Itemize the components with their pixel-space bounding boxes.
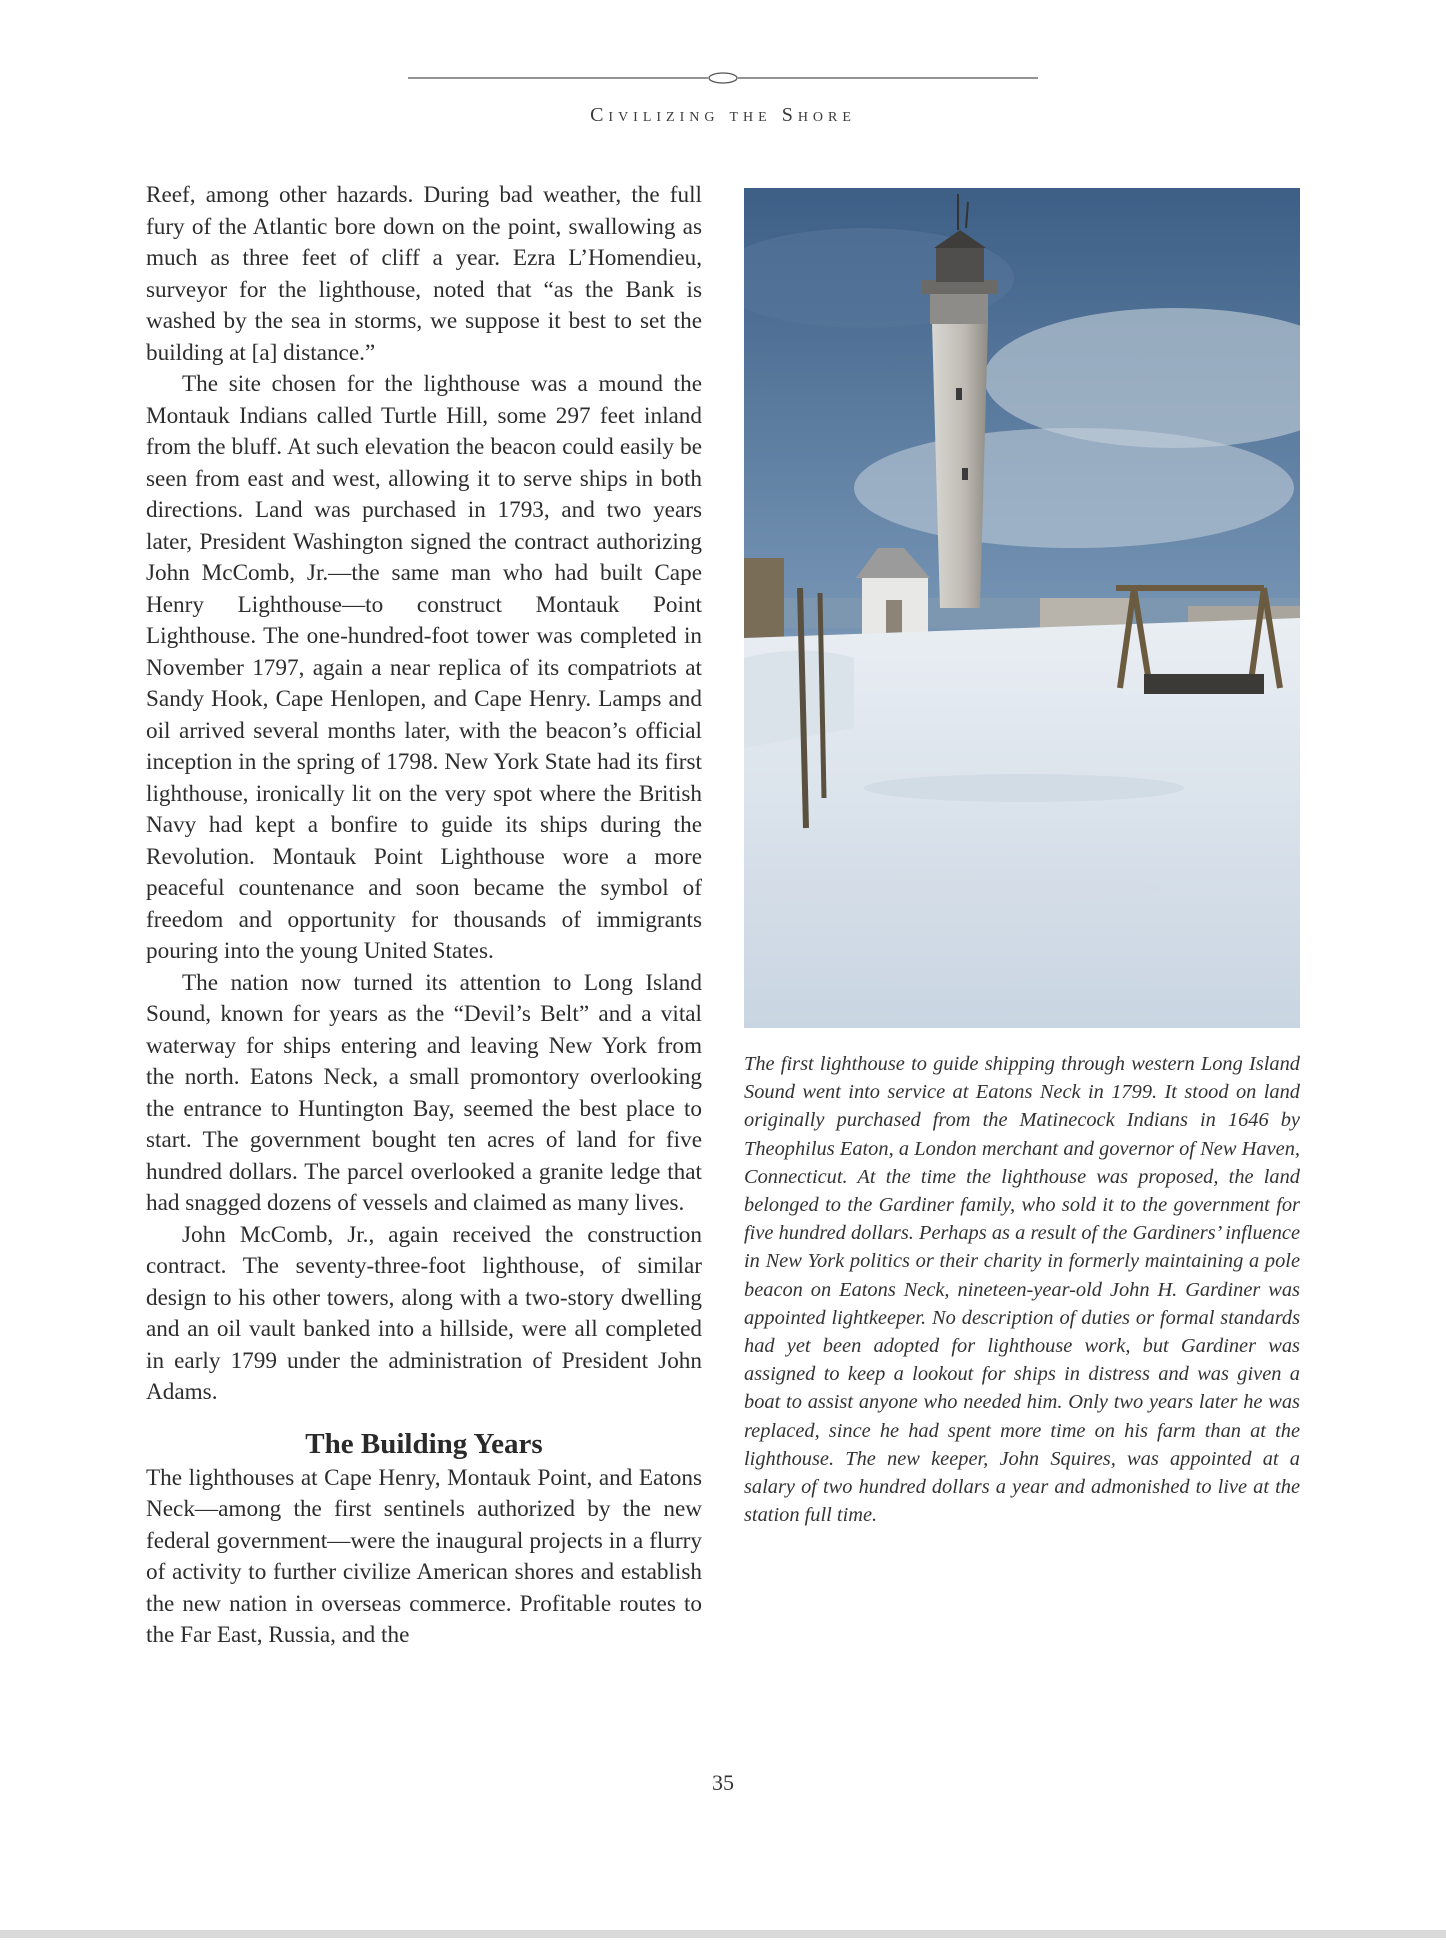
body-paragraph-1: Reef, among other hazards. During bad weather, the full fury of the Atlantic bore down on the point, swallowing as much as three feet of cliff a year. Ezra L’Homendieu, surveyor for the lighthouse, noted that “as the Bank is washed by the sea in storms, we suppose it best to set the building at [a] distance.”	[146, 182, 702, 366]
body-paragraph-2: The site chosen for the lighthouse was a mound the Montauk Indians called Turtle Hill, some 297 feet inland from the bluff. At such elevation the beacon could easily be seen from east and west, allowing it to serve ships in both directions. Land was purchased in 1793, and two years later, President Washington signed the contract authorizing John McComb, Jr.—the same man who had built Cape Henry Lighthouse—to construct Montauk Point Lighthouse. The one-hundred-foot tower was completed in November 1797, again a near replica of its compatriots at Sandy Hook, Cape Henlopen, and Cape Henry. Lamps and oil arrived several months later, with the beacon’s official inception in the spring of 1798. New York State had its first lighthouse, ironically lit on the very spot where the British Navy had kept a bonfire to guide its ships during the Revolution. Montauk Point Lighthouse wore a more peaceful countenance and soon became the symbol of freedom and opportunity for thousands of immigrants pouring into the young United States.	[146, 371, 702, 964]
section-paragraph: The lighthouses at Cape Henry, Montauk Point, and Eatons Neck—among the first sentinels authorized by the new federal government—were the inaugural projects in a flurry of activity to further civilize American shores and establish the new nation in overseas commerce. Profitable routes to the Far East, Russia, and the	[146, 1464, 702, 1648]
body-paragraph-4: John McComb, Jr., again received the construction contract. The seventy-three-foot lighthouse, of similar design to his other towers, along with a two-story dwelling and an oil vault banked into a hillside, were all completed in early 1799 under the administration of President John Adams.	[146, 1221, 702, 1405]
lighthouse-photo	[744, 188, 1300, 1028]
page-number: 35	[712, 1770, 734, 1795]
page-bottom-rule	[0, 1930, 1446, 1938]
section-heading: The Building Years	[305, 1427, 543, 1460]
running-head: Civilizing the Shore	[590, 104, 856, 126]
header-ornament	[408, 70, 1038, 90]
photo-caption: The first lighthouse to guide shipping through western Long Island Sound went into service at Eatons Neck in 1799. It stood on land originally purchased from the Matinecock Indians in 1646 by Theophilus Eaton, a London merchant and governor of New Haven, Connecticut. At the time the lighthouse was proposed, the land belonged to the Gardiner family, who sold it to the government for five hundred dollars. Perhaps as a result of the Gardiners’ influence in New York politics or their charity in formerly maintaining a pole beacon on Eatons Neck, nineteen-year-old John H. Gardiner was appointed lightkeeper. No description of duties or formal standards had yet been adopted for lighthouse work, but Gardiner was assigned to keep a lookout for ships in distress and was given a boat to assist anyone who needed him. Only two years later he was replaced, since he had spent more time on his farm than at the lighthouse. The new keeper, John Squires, was appointed at a salary of two hundred dollars a year and admonished to live at the station full time.	[744, 1053, 1300, 1527]
body-column	[146, 180, 702, 1652]
body-paragraph-3: The nation now turned its attention to Long Island Sound, known for years as the “Devil’s Belt” and a vital waterway for ships entering and leaving New York from the north. Eatons Neck, a small promontory overlooking the entrance to Huntington Bay, seemed the best place to start. The government bought ten acres of land for five hundred dollars. The parcel overlooked a granite ledge that had snagged dozens of vessels and claimed as many lives.	[146, 969, 702, 1216]
